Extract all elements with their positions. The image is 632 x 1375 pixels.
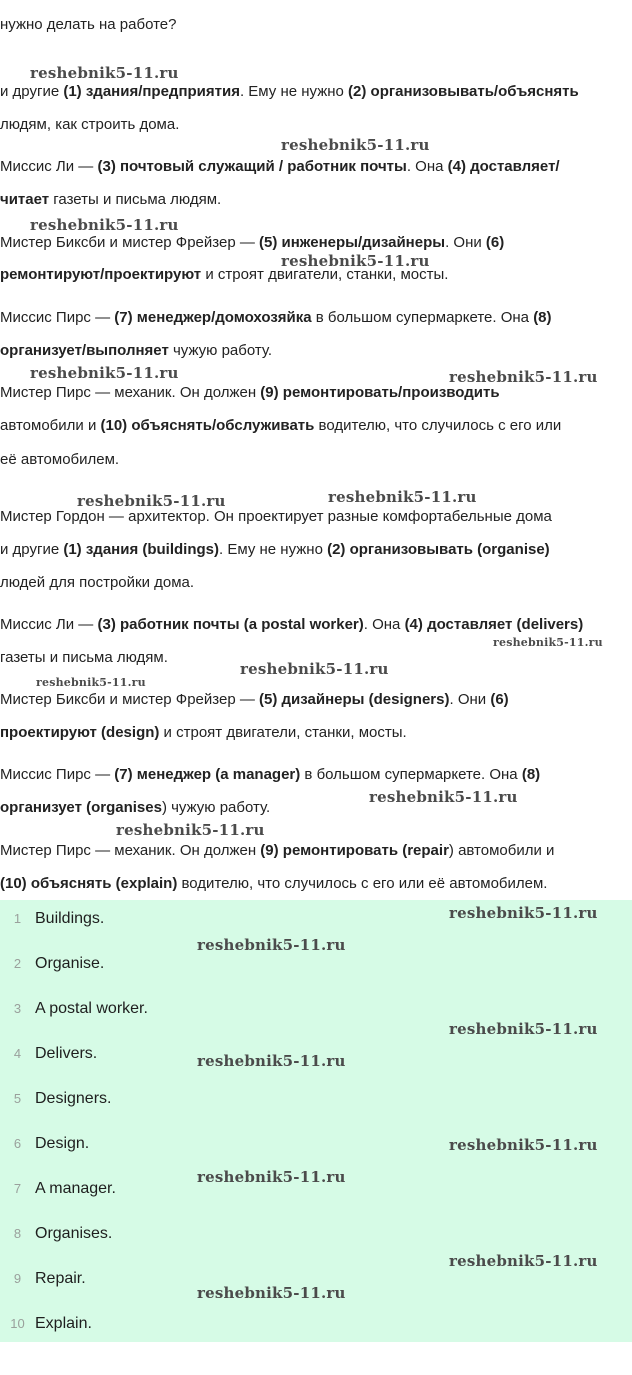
item-text: A manager. bbox=[35, 1180, 116, 1197]
bold-segment: (9) ремонтировать/производить bbox=[260, 384, 500, 401]
bold-segment: (3) работник почты (a postal worker) bbox=[97, 616, 364, 633]
text-segment: автомобили и bbox=[0, 417, 101, 434]
watermark: reshebnik5-11.ru bbox=[30, 364, 179, 382]
text-segment: Мистер Гордон — архитектор. Он проектирует разные комфортабельные дома bbox=[0, 508, 552, 525]
text-segment: водителю, что случилось с его или bbox=[314, 417, 562, 434]
text-line bbox=[0, 690, 509, 710]
item-number: 8 bbox=[13, 1226, 22, 1241]
bold-segment: (8) bbox=[521, 766, 541, 783]
text-line bbox=[0, 115, 179, 135]
text-segment: ) автомобили и bbox=[448, 842, 555, 859]
text-line bbox=[0, 416, 561, 436]
item-text: Design. bbox=[35, 1135, 90, 1152]
text-line bbox=[0, 450, 119, 470]
bold-segment: (2) организовывать/объяснять bbox=[348, 83, 579, 100]
watermark: reshebnik5-11.ru bbox=[449, 1136, 598, 1154]
bold-segment: (10) объяснять (explain) bbox=[0, 875, 178, 892]
watermark: reshebnik5-11.ru bbox=[449, 904, 598, 922]
item-text: Delivers. bbox=[35, 1045, 98, 1062]
bold-segment: организует/выполняет bbox=[0, 342, 169, 359]
bold-segment: (2) организовывать (organise) bbox=[327, 541, 550, 558]
text-segment: . Ему не нужно bbox=[219, 541, 328, 558]
item-text: Organises. bbox=[35, 1225, 113, 1242]
item-number: 7 bbox=[13, 1181, 22, 1196]
watermark: reshebnik5-11.ru bbox=[369, 788, 518, 806]
item-text: Designers. bbox=[35, 1090, 112, 1107]
text-segment: Мистер Пирс — механик. Он должен bbox=[0, 842, 261, 859]
text-line bbox=[0, 874, 547, 894]
text-segment: и строят двигатели, станки, мосты. bbox=[201, 266, 449, 283]
bold-segment: (1) здания (buildings) bbox=[63, 541, 220, 558]
text-line bbox=[0, 573, 194, 593]
item-text: Explain. bbox=[35, 1315, 92, 1332]
bold-segment: читает bbox=[0, 191, 50, 208]
text-segment: Мистер Пирс — механик. Он должен bbox=[0, 384, 261, 401]
text-line bbox=[0, 723, 407, 743]
watermark: reshebnik5-11.ru bbox=[197, 1168, 346, 1186]
watermark: reshebnik5-11.ru bbox=[493, 636, 603, 649]
text-line: нужно делать на работе? bbox=[0, 16, 177, 33]
text-segment: . Они bbox=[445, 234, 486, 251]
watermark: reshebnik5-11.ru bbox=[30, 216, 179, 234]
text-segment: . Ему не нужно bbox=[239, 83, 349, 100]
text-line bbox=[0, 82, 579, 102]
watermark: reshebnik5-11.ru bbox=[281, 252, 430, 270]
text-segment: и другие bbox=[0, 83, 64, 100]
item-number: 6 bbox=[13, 1136, 22, 1151]
bold-segment: (3) почтовый служащий / работник почты bbox=[97, 158, 407, 175]
text-line bbox=[0, 383, 500, 403]
bold-segment: организует (organises bbox=[0, 799, 162, 816]
text-line bbox=[0, 798, 270, 818]
item-text: Repair. bbox=[35, 1270, 86, 1287]
watermark: reshebnik5-11.ru bbox=[197, 936, 346, 954]
bold-segment: (6) bbox=[490, 691, 509, 708]
bold-segment: (8) bbox=[533, 309, 552, 326]
bold-segment: (4) доставляет (delivers) bbox=[404, 616, 584, 633]
text-segment: Мистер Биксби и мистер Фрейзер — bbox=[0, 234, 260, 251]
text-segment: газеты и письма людям. bbox=[49, 191, 222, 208]
bold-segment: (5) инженеры/дизайнеры bbox=[259, 234, 446, 251]
text-segment: Миссис Ли — bbox=[0, 158, 98, 175]
text-segment: ) чужую работу. bbox=[161, 799, 271, 816]
text-segment: газеты и письма людям. bbox=[0, 649, 168, 666]
bold-segment: (7) менеджер/домохозяйка bbox=[114, 309, 312, 326]
bold-segment: (7) менеджер (a manager) bbox=[114, 766, 301, 783]
item-number: 9 bbox=[13, 1271, 22, 1286]
text-line bbox=[0, 308, 552, 328]
item-text: Buildings. bbox=[35, 910, 105, 927]
item-text: A postal worker. bbox=[35, 1000, 148, 1017]
watermark: reshebnik5-11.ru bbox=[281, 136, 430, 154]
bold-segment: (10) объяснять/обслуживать bbox=[100, 417, 315, 434]
bold-segment: (6) bbox=[485, 234, 505, 251]
text-segment: и другие bbox=[0, 541, 64, 558]
text-line bbox=[0, 507, 552, 527]
text-segment: . Они bbox=[449, 691, 491, 708]
text-line bbox=[0, 648, 168, 668]
bold-segment: (5) дизайнеры (designers) bbox=[259, 691, 450, 708]
item-number: 4 bbox=[13, 1046, 22, 1061]
bold-segment: проектируют (design) bbox=[0, 724, 160, 741]
watermark: reshebnik5-11.ru bbox=[449, 368, 598, 386]
text-line bbox=[0, 341, 272, 361]
watermark: reshebnik5-11.ru bbox=[328, 488, 477, 506]
text-segment: Мистер Биксби и мистер Фрейзер — bbox=[0, 691, 260, 708]
watermark: reshebnik5-11.ru bbox=[116, 821, 265, 839]
watermark: reshebnik5-11.ru bbox=[197, 1052, 346, 1070]
watermark: reshebnik5-11.ru bbox=[36, 676, 146, 689]
text-segment: . Она bbox=[363, 616, 405, 633]
bold-segment: ремонтируют/проектируют bbox=[0, 266, 202, 283]
text-line bbox=[0, 841, 554, 861]
watermark: reshebnik5-11.ru bbox=[77, 492, 226, 510]
bold-segment: (9) ремонтировать (repair bbox=[260, 842, 449, 859]
text-segment: в большом супермаркете. Она bbox=[300, 766, 522, 783]
text-segment: людей для постройки дома. bbox=[0, 574, 195, 591]
answer-list bbox=[0, 900, 632, 1342]
text-line bbox=[0, 540, 550, 560]
watermark: reshebnik5-11.ru bbox=[449, 1020, 598, 1038]
item-number: 10 bbox=[10, 1316, 25, 1331]
item-number: 5 bbox=[13, 1091, 22, 1106]
watermark: reshebnik5-11.ru bbox=[30, 64, 179, 82]
watermark: reshebnik5-11.ru bbox=[449, 1252, 598, 1270]
watermark: reshebnik5-11.ru bbox=[240, 660, 389, 678]
text-segment: Миссис Пирс — bbox=[0, 309, 115, 326]
text-line bbox=[0, 615, 583, 635]
text-segment: водителю, что случилось с его или её автомобилем. bbox=[177, 875, 548, 892]
text-line bbox=[0, 233, 504, 253]
item-number: 1 bbox=[13, 911, 22, 926]
bold-segment: (4) доставляет/ bbox=[447, 158, 560, 175]
text-segment: и строят двигатели, станки, мосты. bbox=[159, 724, 407, 741]
text-segment: её автомобилем. bbox=[0, 451, 120, 468]
text-line bbox=[0, 157, 560, 177]
item-number: 3 bbox=[13, 1001, 22, 1016]
watermark: reshebnik5-11.ru bbox=[197, 1284, 346, 1302]
text-line bbox=[0, 190, 221, 210]
text-segment: Миссис Ли — bbox=[0, 616, 98, 633]
text-segment: чужую работу. bbox=[168, 342, 273, 359]
text-segment: . Она bbox=[406, 158, 448, 175]
text-segment: Миссис Пирс — bbox=[0, 766, 115, 783]
text-segment: людям, как строить дома. bbox=[0, 116, 180, 133]
text-segment: в большом супермаркете. Она bbox=[311, 309, 534, 326]
item-text: Organise. bbox=[35, 955, 105, 972]
bold-segment: (1) здания/предприятия bbox=[63, 83, 240, 100]
text-line bbox=[0, 765, 540, 785]
item-number: 2 bbox=[13, 956, 22, 971]
